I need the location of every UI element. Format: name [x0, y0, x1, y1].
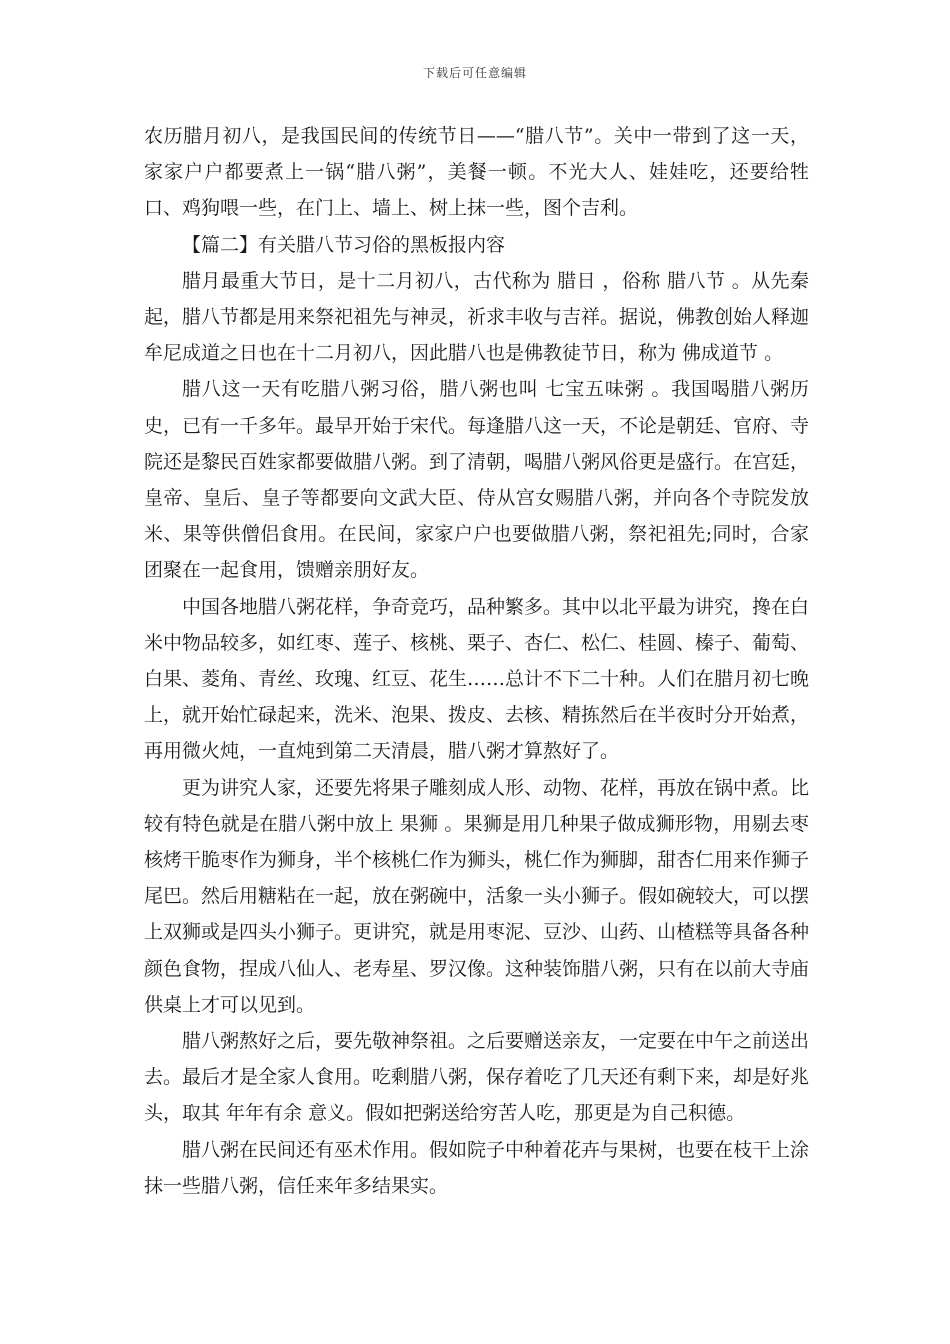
paragraph: 腊八粥在民间还有巫术作用。假如院子中种着花卉与果树，也要在枝干上涂抹一些腊八粥，信任来年多结果实。 [144, 1138, 810, 1197]
paragraph: 腊八这一天有吃腊八粥习俗，腊八粥也叫 七宝五味粥 。我国喝腊八粥历史，已有一千多年。最早开始于宋代。每逢腊八这一天，不论是朝廷、官府、寺院还是黎民百姓家都要做腊八粥。到了清朝，喝腊八粥风俗更是盛行。在宫廷，皇帝、皇后、皇子等都要向文武大臣、侍从宫女赐腊八粥，并向各个寺院发放米、果等供僧侣食用。在民间，家家户户也要做腊八粥，祭祀祖先;同时，合家团聚在一起食用，馈赠亲朋好友。 [144, 378, 810, 582]
paragraph: 更为讲究人家，还要先将果子雕刻成人形、动物、花样，再放在锅中煮。比较有特色就是在腊八粥中放上 果狮 。果狮是用几种果子做成狮形物，用剔去枣核烤干脆枣作为狮身，半个核桃仁作为狮头，桃仁作为狮脚，甜杏仁用来作狮子尾巴。然后用糖粘在一起，放在粥碗中，活象一头小狮子。假如碗较大，可以摆上双狮或是四头小狮子。更讲究，就是用枣泥、豆沙、山药、山楂糕等具备各种颜色食物，捏成八仙人、老寿星、罗汉像。这种装饰腊八粥，只有在以前大寺庙供桌上才可以见到。 [144, 776, 810, 1016]
page-header: 下载后可任意编辑 [422, 66, 527, 80]
paragraph: 腊八粥熬好之后，要先敬神祭祖。之后要赠送亲友，一定要在中午之前送出去。最后才是全家人食用。吃剩腊八粥，保存着吃了几天还有剩下来，却是好兆头，取其 年年有余 意义。假如把粥送给穷苦人吃，那更是为自己积德。 [144, 1030, 810, 1125]
document-body [144, 118, 809, 1204]
section-heading: 【篇二】有关腊八节习俗的黑板报内容 [182, 233, 506, 256]
paragraph-intro-continuation: 农历腊月初八，是我国民间的传统节日——“腊八节”。关中一带到了这一天，家家户户都要煮上一锅“腊八粥”，美餐一顿。不光大人、娃娃吃，还要给牲口、鸡狗喂一些，在门上、墙上、树上抹一些，图个吉利。 [144, 125, 809, 220]
paragraph: 腊月最重大节日，是十二月初八，古代称为 腊日 ，俗称 腊八节 。从先秦起，腊八节都是用来祭祀祖先与神灵，祈求丰收与吉祥。据说，佛教创始人释迦牟尼成道之日也在十二月初八，因此腊八也是佛教徒节日，称为 佛成道节 。 [144, 269, 810, 365]
paragraph: 中国各地腊八粥花样，争奇竞巧，品种繁多。其中以北平最为讲究，搀在白米中物品较多，如红枣、莲子、核桃、栗子、杏仁、松仁、桂圆、榛子、葡萄、白果、菱角、青丝、玫瑰、红豆、花生……总计不下二十种。人们在腊月初七晚上，就开始忙碌起来，洗米、泡果、拨皮、去核、精拣然后在半夜时分开始煮，再用微火炖，一直炖到第二天清晨，腊八粥才算熬好了。 [144, 595, 810, 763]
